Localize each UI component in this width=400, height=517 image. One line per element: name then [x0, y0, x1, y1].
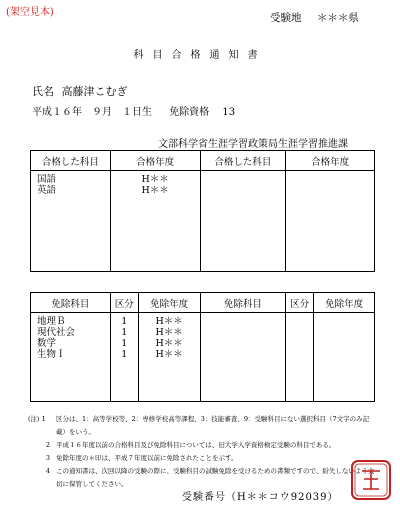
exempt-subject-cell [31, 313, 111, 402]
exemption-value: 13 [222, 107, 236, 118]
column-header: 区分 [110, 293, 138, 313]
note-mark: (注) 1 [28, 415, 46, 423]
column-header: 免除年度 [314, 293, 375, 313]
exempt-year-cell [314, 313, 375, 402]
subject: 数学 [37, 338, 57, 349]
column-header: 合格した科目 [31, 151, 111, 171]
passed-year-cell [286, 171, 375, 272]
exam-site-value: ＊＊＊県 [316, 12, 359, 24]
category: 1 [121, 316, 128, 327]
column-header: 免除年度 [138, 293, 200, 313]
issuer: 文部科学省生涯学習政策局生涯学習推進課 [158, 139, 348, 150]
exempt-year-cell [138, 313, 200, 402]
year: H＊＊ [155, 327, 183, 338]
year: H＊＊ [141, 174, 169, 185]
note-text: 免除年度の＊印は、平成７年度以前に免除されたことを示す。 [56, 454, 238, 462]
note-item [28, 439, 376, 452]
note-item [28, 452, 376, 465]
exempt-subject-cell [200, 313, 286, 402]
category: 1 [121, 349, 128, 360]
passed-subject-cell [31, 171, 111, 272]
name-line [32, 83, 128, 99]
column-header: 合格年度 [286, 151, 375, 171]
note-mark: 3 [45, 454, 50, 462]
year: H＊＊ [155, 349, 183, 360]
subject: 現代社会 [37, 327, 76, 338]
year: H＊＊ [155, 316, 183, 327]
subject: 国語 [37, 174, 57, 185]
passed-subjects-table [30, 150, 375, 272]
column-header: 区分 [286, 293, 314, 313]
passed-year-cell [110, 171, 200, 272]
exempt-subjects-table [30, 292, 375, 402]
column-header: 合格年度 [110, 151, 200, 171]
year: H＊＊ [155, 338, 183, 349]
column-header: 免除科目 [200, 293, 286, 313]
note-mark: 2 [45, 441, 50, 449]
exam-site [270, 10, 359, 25]
sample-label: (架空見本) [6, 7, 54, 18]
exam-number: 受験番号（H＊＊コウ92039） [182, 492, 339, 503]
notes [28, 413, 376, 491]
category: 1 [121, 338, 128, 349]
subject: 英語 [37, 185, 57, 196]
year: H＊＊ [141, 185, 169, 196]
category: 1 [121, 327, 128, 338]
column-header: 合格した科目 [200, 151, 286, 171]
note-text: この通知書は、次回以降の受験の際に、受験科目の試験免除を受けるための書類ですので、紛失しないよう大切に保管してください。 [56, 467, 375, 488]
note-mark: 4 [45, 467, 50, 475]
person-name: 高藤津こむぎ [61, 85, 128, 98]
note-text: 平成１６年度以前の合格科目及び免除科目については、旧大学入学資格検定受験の科目である。 [56, 441, 336, 449]
subject: 生物Ｉ [37, 349, 66, 360]
table-row [31, 313, 375, 402]
table-header-row [31, 151, 375, 171]
exempt-category-cell [286, 313, 314, 402]
subject: 地理Ｂ [37, 316, 66, 327]
note-item [28, 413, 376, 439]
name-label: 氏名 [32, 85, 54, 98]
dob-line [32, 103, 235, 118]
passed-subject-cell [200, 171, 286, 272]
official-seal-icon [350, 459, 392, 501]
note-text: 区分は、1：高等学校等、2：専修学校高等課程、3：技能審査、9：受験科目にない選択科目（7文字のみ記載）をいう。 [56, 415, 370, 436]
exemption-label: 免除資格 [169, 107, 210, 118]
exam-site-label: 受験地 [270, 12, 302, 24]
date-of-birth: 平成１６年 ９月 １日生 [32, 107, 152, 118]
column-header: 免除科目 [31, 293, 111, 313]
table-row [31, 171, 375, 272]
table-header-row [31, 293, 375, 313]
exempt-category-cell [110, 313, 138, 402]
document-title: 科目合格通知書 [133, 50, 267, 61]
